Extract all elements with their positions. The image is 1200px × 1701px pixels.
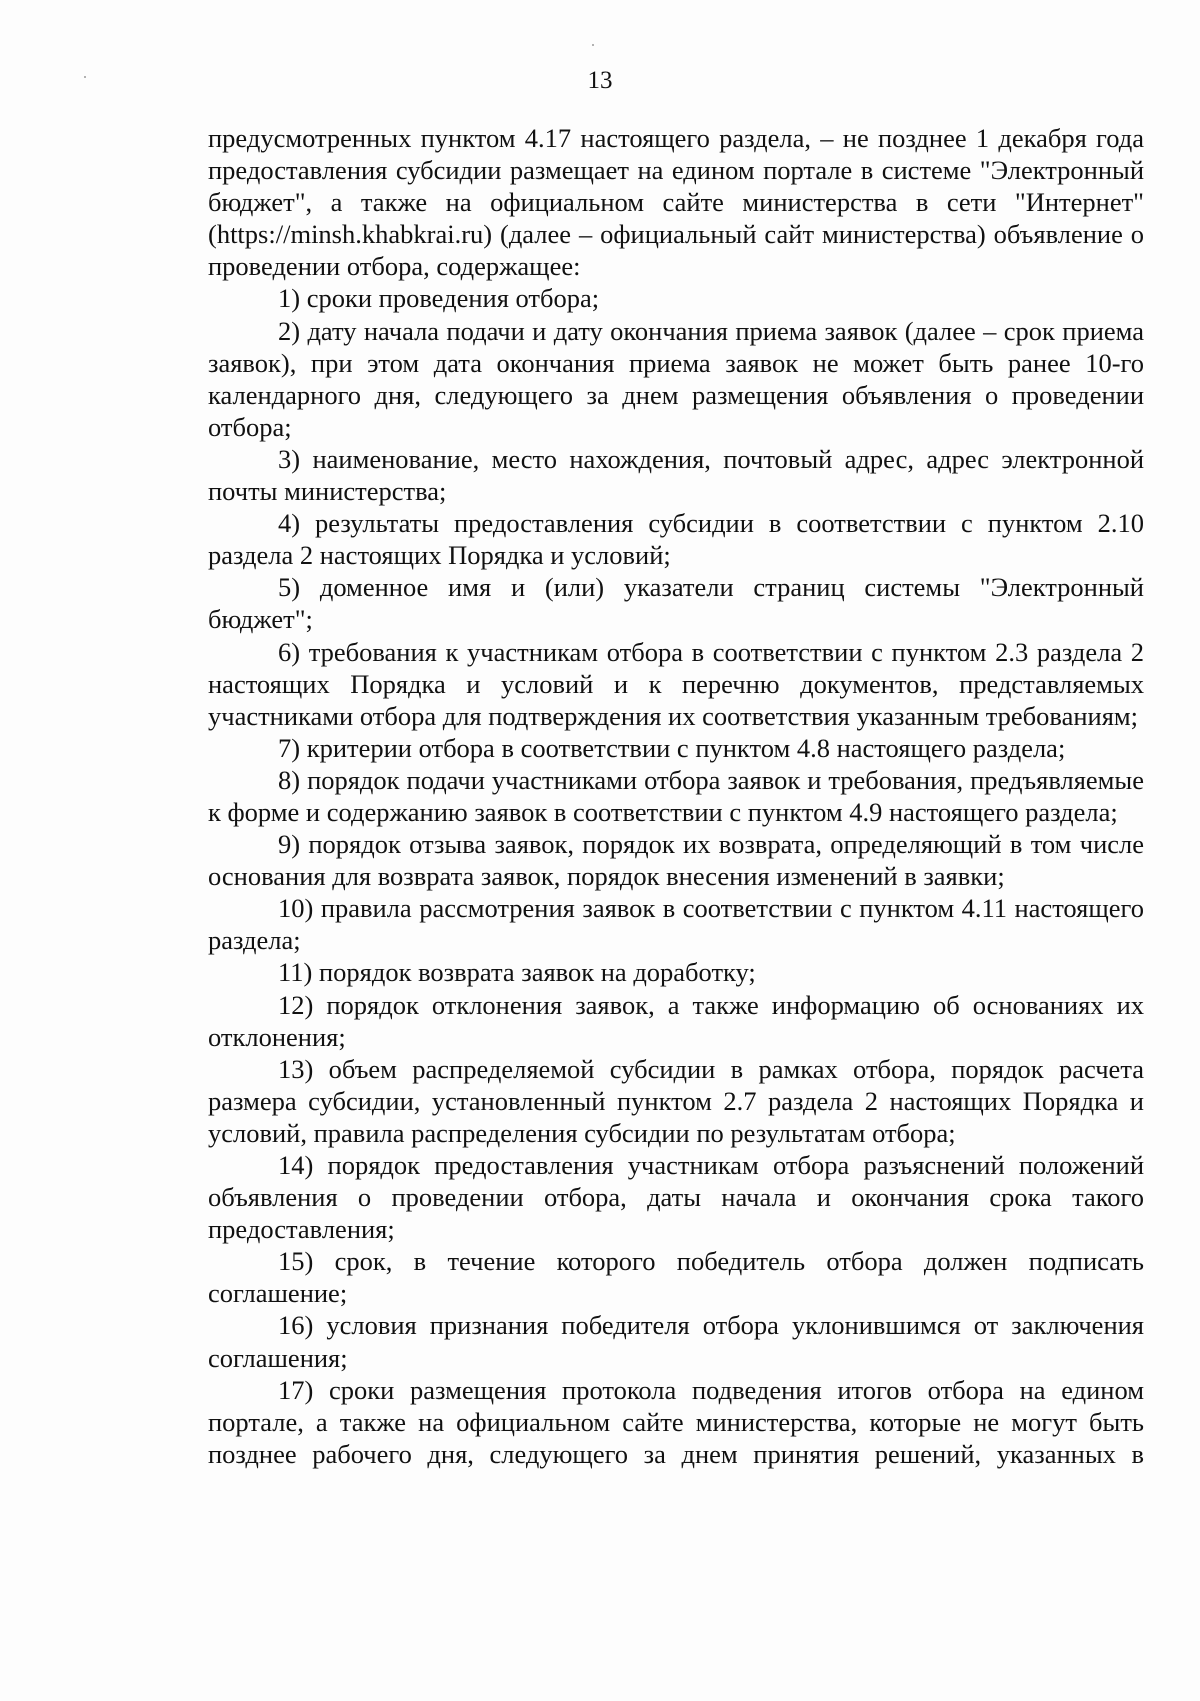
list-item-5: 5) доменное имя и (или) указатели страниц системы "Электронный бюджет";: [208, 572, 1144, 635]
list-item-12: 12) порядок отклонения заявок, а также информацию об основаниях их отклонения;: [208, 989, 1144, 1052]
document-body: [208, 122, 1144, 1470]
list-item-4: 4) результаты предоставления субсидии в соответствии с пунктом 2.10 раздела 2 настоящих Порядка и условий;: [208, 508, 1144, 571]
list-item-13: 13) объем распределяемой субсидии в рамках отбора, порядок расчета размера субсидии, установленный пунктом 2.7 раздела 2 настоящих Порядка и условий, правила распределения субсидии по результатам отбора;: [208, 1053, 1144, 1148]
list-item-14: 14) порядок предоставления участникам отбора разъяснений положений объявления о проведении отбора, даты начала и окончания срока такого предоставления;: [208, 1150, 1144, 1245]
intro-paragraph: предусмотренных пунктом 4.17 настоящего раздела, – не позднее 1 декабря года предоставления субсидии размещает на едином портале в системе "Электронный бюджет", а также на официальном сайте министерства в сети "Интернет" (https://minsh.khabkrai.ru) (далее – официальный сайт министерства) объявление о проведении отбора, содержащее:: [208, 123, 1144, 282]
list-item-7: 7) критерии отбора в соответствии с пунктом 4.8 настоящего раздела;: [278, 732, 1066, 763]
scan-speck: [592, 44, 594, 46]
list-item-16: 16) условия признания победителя отбора уклонившимся от заключения соглашения;: [208, 1310, 1144, 1373]
list-item-1: 1) сроки проведения отбора;: [278, 283, 600, 314]
list-item-9: 9) порядок отзыва заявок, порядок их возврата, определяющий в том числе основания для возврата заявок, порядок внесения изменений в заявки;: [208, 829, 1144, 892]
list-item-8: 8) порядок подачи участниками отбора заявок и требования, предъявляемые к форме и содержанию заявок в соответствии с пунктом 4.9 настоящего раздела;: [208, 764, 1144, 827]
list-item-11: 11) порядок возврата заявок на доработку;: [278, 957, 756, 988]
list-item-15: 15) срок, в течение которого победитель отбора должен подписать соглашение;: [208, 1246, 1144, 1309]
list-item-17: 17) сроки размещения протокола подведения итогов отбора на едином портале, а также на официальном сайте министерства, которые не могут быть позднее рабочего дня, следующего за днем принятия решений, указанных в: [208, 1374, 1144, 1469]
list-item-6: 6) требования к участникам отбора в соответствии с пунктом 2.3 раздела 2 настоящих Порядка и условий и к перечню документов, представляемых участниками отбора для подтверждения их соответствия указанным требованиям;: [208, 636, 1144, 731]
list-item-10: 10) правила рассмотрения заявок в соответствии с пунктом 4.11 настоящего раздела;: [208, 893, 1144, 956]
list-item-2: 2) дату начала подачи и дату окончания приема заявок (далее – срок приема заявок), при этом дата окончания приема заявок не может быть ранее 10-го календарного дня, следующего за днем размещения объявления о проведении отбора;: [208, 315, 1144, 442]
page-number: 13: [587, 67, 613, 94]
list-item-3: 3) наименование, место нахождения, почтовый адрес, адрес электронной почты министерства;: [208, 443, 1144, 507]
